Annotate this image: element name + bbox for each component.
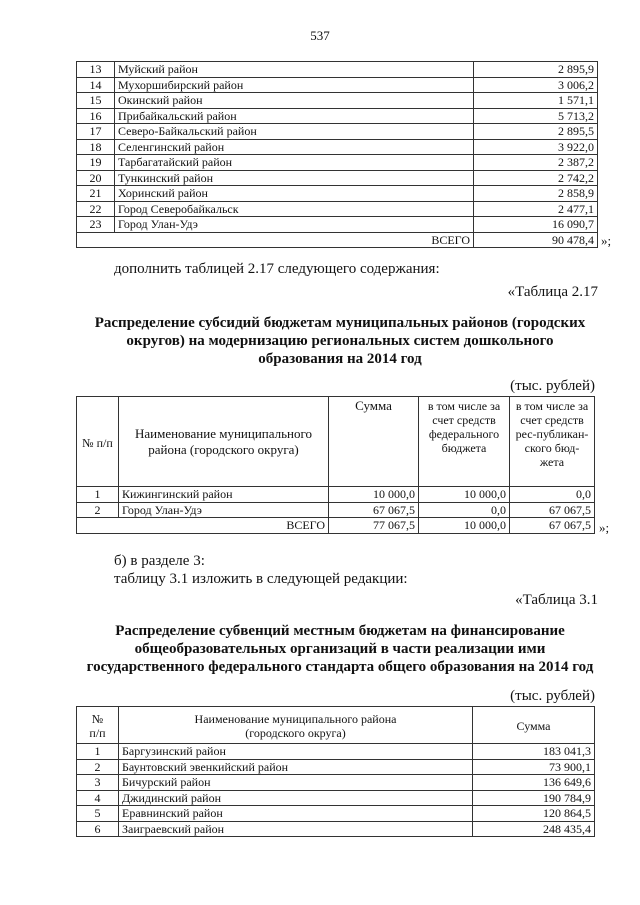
row-number: 1 xyxy=(77,487,119,503)
row-sum: 136 649,6 xyxy=(473,775,595,791)
total-row xyxy=(77,518,595,534)
table-row xyxy=(77,62,598,78)
table-row xyxy=(77,108,598,124)
row-sum: 73 900,1 xyxy=(473,759,595,775)
table-row xyxy=(77,155,598,171)
row-name: Тункинский район xyxy=(115,170,474,186)
row-name: Мухоршибирский район xyxy=(115,77,474,93)
row-sum: 67 067,5 xyxy=(329,502,419,518)
row-number: 20 xyxy=(77,170,115,186)
row-name: Город Улан-Удэ xyxy=(115,217,474,233)
header-number xyxy=(77,397,119,487)
header-text: № п/п xyxy=(82,435,113,450)
row-number: 14 xyxy=(77,77,115,93)
row-sum: 248 435,4 xyxy=(473,821,595,837)
table-row xyxy=(77,806,595,822)
table-prev-closing: »; xyxy=(601,233,612,248)
row-name: Муйский район xyxy=(115,62,474,78)
total-label: ВСЕГО xyxy=(77,232,474,248)
header-text: № xyxy=(91,712,104,726)
header-text: п/п xyxy=(89,726,106,740)
row-number: 6 xyxy=(77,821,119,837)
row-name: Баргузинский район xyxy=(119,744,473,760)
row-sum: 2 895,5 xyxy=(474,124,598,140)
row-number: 21 xyxy=(77,186,115,202)
row-number: 18 xyxy=(77,139,115,155)
row-number: 23 xyxy=(77,217,115,233)
table-row xyxy=(77,217,598,233)
row-name: Хоринский район xyxy=(115,186,474,202)
table-row xyxy=(77,201,598,217)
row-name: Тарбагатайский район xyxy=(115,155,474,171)
table-row xyxy=(77,502,595,518)
header-sum xyxy=(329,397,419,487)
table-3-1 xyxy=(76,706,595,837)
row-sum: 2 858,9 xyxy=(474,186,598,202)
title-line: государственного федерального стандарта общего образования на 2014 год xyxy=(86,659,594,675)
row-sum: 183 041,3 xyxy=(473,744,595,760)
row-name: Еравнинский район xyxy=(119,806,473,822)
table-row xyxy=(77,93,598,109)
table-2-17-title xyxy=(60,314,620,368)
row-number: 16 xyxy=(77,108,115,124)
row-number: 5 xyxy=(77,806,119,822)
table-row xyxy=(77,744,595,760)
table-row xyxy=(77,77,598,93)
table-prev-continuation xyxy=(76,61,598,248)
table-row xyxy=(77,139,598,155)
header-number xyxy=(77,707,119,744)
header-name xyxy=(119,707,473,744)
row-name: Окинский район xyxy=(115,93,474,109)
row-name: Бичурский район xyxy=(119,775,473,791)
table-row xyxy=(77,186,598,202)
title-line: округов) на модернизацию региональных систем дошкольного xyxy=(126,333,554,349)
header-text: в том числе за счет средств федерального бюджета xyxy=(427,399,501,455)
row-sum: 2 895,9 xyxy=(474,62,598,78)
table-2-17-units: (тыс. рублей) xyxy=(510,378,595,394)
table-2-17 xyxy=(76,396,595,534)
row-sum: 10 000,0 xyxy=(329,487,419,503)
table-row xyxy=(77,759,595,775)
row-name: Заиграевский район xyxy=(119,821,473,837)
row-sum: 2 387,2 xyxy=(474,155,598,171)
row-number: 2 xyxy=(77,759,119,775)
title-line: образования на 2014 год xyxy=(258,351,422,367)
row-name: Селенгинский район xyxy=(115,139,474,155)
total-federal: 10 000,0 xyxy=(419,518,510,534)
title-line: общеобразовательных организаций в части реализации ими xyxy=(134,641,546,657)
total-label: ВСЕГО xyxy=(77,518,329,534)
row-sum: 1 571,1 xyxy=(474,93,598,109)
row-name: Прибайкальский район xyxy=(115,108,474,124)
header-text: Сумма xyxy=(355,398,392,413)
row-sum: 16 090,7 xyxy=(474,217,598,233)
row-number: 3 xyxy=(77,775,119,791)
row-number: 13 xyxy=(77,62,115,78)
header-name xyxy=(119,397,329,487)
table-row xyxy=(77,821,595,837)
table-row xyxy=(77,775,595,791)
row-name: Город Северобайкальск xyxy=(115,201,474,217)
intro-table-3-1: таблицу 3.1 изложить в следующей редакции: xyxy=(114,571,408,587)
row-number: 17 xyxy=(77,124,115,140)
row-number: 22 xyxy=(77,201,115,217)
total-republic: 67 067,5 xyxy=(510,518,595,534)
intro-table-2-17: дополнить таблицей 2.17 следующего содержания: xyxy=(114,261,440,277)
table-row xyxy=(77,170,598,186)
title-line: Распределение субвенций местным бюджетам на финансирование xyxy=(115,623,565,639)
header-sum xyxy=(473,707,595,744)
row-republic: 67 067,5 xyxy=(510,502,595,518)
header-text: (городского округа) xyxy=(245,726,346,740)
row-sum: 120 864,5 xyxy=(473,806,595,822)
row-federal: 10 000,0 xyxy=(419,487,510,503)
row-name: Джидинский район xyxy=(119,790,473,806)
total-sum: 77 067,5 xyxy=(329,518,419,534)
page-number: 537 xyxy=(310,28,330,43)
row-number: 2 xyxy=(77,502,119,518)
table-3-1-title xyxy=(60,622,620,676)
row-federal: 0,0 xyxy=(419,502,510,518)
row-sum: 5 713,2 xyxy=(474,108,598,124)
table-3-1-label: «Таблица 3.1 xyxy=(515,592,598,608)
table-row xyxy=(77,124,598,140)
row-sum: 3 006,2 xyxy=(474,77,598,93)
table-3-1-units: (тыс. рублей) xyxy=(510,688,595,704)
header-text: в том числе за счет средств рес-публикан-ского бюд-жета xyxy=(515,399,589,469)
section-b: б) в разделе 3: xyxy=(114,553,205,569)
total-row xyxy=(77,232,598,248)
row-name: Северо-Байкальский район xyxy=(115,124,474,140)
table-2-17-closing: »; xyxy=(599,520,610,535)
row-sum: 3 922,0 xyxy=(474,139,598,155)
header-republic xyxy=(510,397,595,487)
table-row xyxy=(77,487,595,503)
row-sum: 2 742,2 xyxy=(474,170,598,186)
row-sum: 2 477,1 xyxy=(474,201,598,217)
table-2-17-label: «Таблица 2.17 xyxy=(507,284,598,300)
total-sum: 90 478,4 xyxy=(474,232,598,248)
row-republic: 0,0 xyxy=(510,487,595,503)
header-text: Наименование муниципального района (городского округа) xyxy=(134,425,313,457)
row-name: Баунтовский эвенкийский район xyxy=(119,759,473,775)
header-text: Наименование муниципального района xyxy=(194,712,397,726)
row-sum: 190 784,9 xyxy=(473,790,595,806)
row-name: Кижингинский район xyxy=(119,487,329,503)
row-number: 15 xyxy=(77,93,115,109)
table-row xyxy=(77,790,595,806)
row-number: 1 xyxy=(77,744,119,760)
row-name: Город Улан-Удэ xyxy=(119,502,329,518)
header-federal xyxy=(419,397,510,487)
row-number: 19 xyxy=(77,155,115,171)
header-text: Сумма xyxy=(516,719,551,733)
row-number: 4 xyxy=(77,790,119,806)
title-line: Распределение субсидий бюджетам муниципальных районов (городских xyxy=(94,315,586,331)
